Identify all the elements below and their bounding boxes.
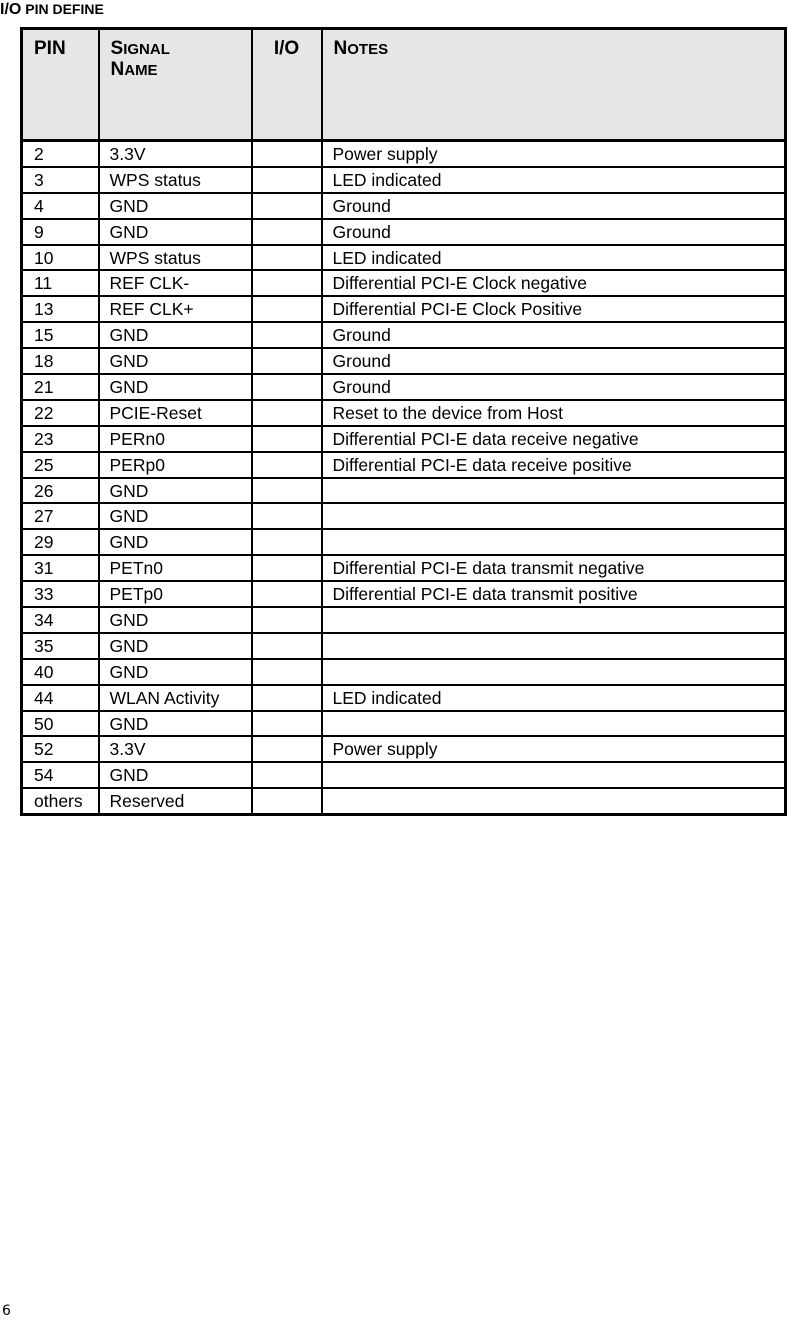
pin-cell: 35 — [22, 633, 99, 659]
section-heading — [0, 1, 104, 19]
io-cell — [252, 452, 322, 478]
pin-cell: 23 — [22, 426, 99, 452]
header-signal-rest: IGNAL — [123, 41, 170, 58]
table-row — [22, 555, 786, 581]
notes-cell: Power supply — [322, 141, 786, 167]
pin-cell: 52 — [22, 736, 99, 762]
table-row — [22, 711, 786, 737]
notes-cell — [322, 607, 786, 633]
table-row — [22, 685, 786, 711]
io-cell — [252, 762, 322, 788]
pin-cell: 3 — [22, 167, 99, 193]
table-body — [22, 141, 786, 815]
table-row — [22, 762, 786, 788]
signal-name-cell: GND — [99, 503, 252, 529]
notes-cell: Reset to the device from Host — [322, 400, 786, 426]
table-row — [22, 193, 786, 219]
signal-name-cell: GND — [99, 193, 252, 219]
notes-cell: Differential PCI-E data receive positive — [322, 452, 786, 478]
notes-cell — [322, 529, 786, 555]
pin-cell: 15 — [22, 322, 99, 348]
signal-name-cell: Reserved — [99, 788, 252, 814]
header-pin — [22, 29, 99, 141]
table-row — [22, 400, 786, 426]
signal-name-cell: GND — [99, 607, 252, 633]
table-row — [22, 296, 786, 322]
io-cell — [252, 788, 322, 814]
header-row — [22, 29, 786, 141]
signal-name-cell: 3.3V — [99, 141, 252, 167]
io-cell — [252, 503, 322, 529]
notes-cell — [322, 633, 786, 659]
pin-cell: 11 — [22, 270, 99, 296]
header-notes-cap: N — [333, 38, 348, 59]
pin-cell: 40 — [22, 659, 99, 685]
table-row — [22, 503, 786, 529]
table-row — [22, 426, 786, 452]
pin-cell: 27 — [22, 503, 99, 529]
table-row — [22, 452, 786, 478]
table-row — [22, 633, 786, 659]
notes-cell — [322, 788, 786, 814]
table-row — [22, 141, 786, 167]
io-cell — [252, 711, 322, 737]
header-pin-label: PIN — [34, 38, 66, 59]
io-cell — [252, 685, 322, 711]
signal-name-cell: GND — [99, 659, 252, 685]
table-row — [22, 607, 786, 633]
notes-cell: Ground — [322, 322, 786, 348]
io-cell — [252, 141, 322, 167]
table-row — [22, 788, 786, 814]
io-cell — [252, 529, 322, 555]
io-cell — [252, 581, 322, 607]
pin-cell: 25 — [22, 452, 99, 478]
table-row — [22, 581, 786, 607]
pin-cell: 26 — [22, 478, 99, 504]
notes-cell: Power supply — [322, 736, 786, 762]
notes-cell: Ground — [322, 193, 786, 219]
pin-cell: 4 — [22, 193, 99, 219]
table-row — [22, 529, 786, 555]
pin-cell: 31 — [22, 555, 99, 581]
notes-cell: Ground — [322, 348, 786, 374]
pin-cell: 34 — [22, 607, 99, 633]
pin-cell: 54 — [22, 762, 99, 788]
pin-define-table — [20, 27, 787, 816]
io-cell — [252, 348, 322, 374]
notes-cell — [322, 711, 786, 737]
notes-cell: LED indicated — [322, 167, 786, 193]
pin-cell: 33 — [22, 581, 99, 607]
heading-slash-o: /O — [4, 1, 22, 18]
io-cell — [252, 296, 322, 322]
signal-name-cell: GND — [99, 348, 252, 374]
table-header — [22, 29, 786, 141]
io-cell — [252, 555, 322, 581]
table-row — [22, 270, 786, 296]
io-cell — [252, 659, 322, 685]
table-row — [22, 219, 786, 245]
notes-cell: Differential PCI-E data transmit negative — [322, 555, 786, 581]
header-notes — [322, 29, 786, 141]
notes-cell — [322, 503, 786, 529]
notes-cell: LED indicated — [322, 245, 786, 271]
io-cell — [252, 426, 322, 452]
pin-cell: 9 — [22, 219, 99, 245]
io-cell — [252, 374, 322, 400]
signal-name-cell: REF CLK+ — [99, 296, 252, 322]
signal-name-cell: PERn0 — [99, 426, 252, 452]
io-cell — [252, 193, 322, 219]
header-signal-cap-s: S — [110, 38, 124, 59]
header-io — [252, 29, 322, 141]
notes-cell: Differential PCI-E data transmit positive — [322, 581, 786, 607]
table-row — [22, 736, 786, 762]
signal-name-cell: PERp0 — [99, 452, 252, 478]
notes-cell: Differential PCI-E Clock negative — [322, 270, 786, 296]
header-signal-name — [99, 29, 252, 141]
signal-name-cell: PETn0 — [99, 555, 252, 581]
page-number: 6 — [2, 1303, 11, 1319]
pin-cell: 18 — [22, 348, 99, 374]
signal-name-cell: GND — [99, 711, 252, 737]
signal-name-cell: GND — [99, 322, 252, 348]
table-row — [22, 659, 786, 685]
pin-cell: others — [22, 788, 99, 814]
pin-cell: 22 — [22, 400, 99, 426]
signal-name-cell: PCIE-Reset — [99, 400, 252, 426]
notes-cell — [322, 659, 786, 685]
io-cell — [252, 167, 322, 193]
notes-cell: Differential PCI-E data receive negative — [322, 426, 786, 452]
io-cell — [252, 270, 322, 296]
notes-cell: Differential PCI-E Clock Positive — [322, 296, 786, 322]
header-name-rest: AME — [124, 62, 158, 79]
notes-cell — [322, 478, 786, 504]
io-cell — [252, 607, 322, 633]
notes-cell — [322, 762, 786, 788]
table-row — [22, 245, 786, 271]
io-cell — [252, 219, 322, 245]
signal-name-cell: REF CLK- — [99, 270, 252, 296]
pin-cell: 50 — [22, 711, 99, 737]
signal-name-cell: GND — [99, 529, 252, 555]
notes-cell: Ground — [322, 219, 786, 245]
io-cell — [252, 245, 322, 271]
io-cell — [252, 478, 322, 504]
signal-name-cell: PETp0 — [99, 581, 252, 607]
signal-name-cell: WLAN Activity — [99, 685, 252, 711]
heading-rest: PIN DEFINE — [21, 1, 104, 17]
pin-cell: 21 — [22, 374, 99, 400]
header-io-label: I/O — [273, 38, 300, 59]
signal-name-cell: GND — [99, 374, 252, 400]
io-cell — [252, 736, 322, 762]
notes-cell: LED indicated — [322, 685, 786, 711]
table-row — [22, 374, 786, 400]
header-name-cap-n: N — [110, 59, 125, 80]
notes-cell: Ground — [322, 374, 786, 400]
pin-cell: 29 — [22, 529, 99, 555]
signal-name-cell: GND — [99, 478, 252, 504]
io-cell — [252, 322, 322, 348]
pin-cell: 13 — [22, 296, 99, 322]
table-row — [22, 478, 786, 504]
io-cell — [252, 400, 322, 426]
table-row — [22, 322, 786, 348]
signal-name-cell: 3.3V — [99, 736, 252, 762]
header-notes-rest: OTES — [347, 41, 389, 58]
pin-cell: 44 — [22, 685, 99, 711]
pin-cell: 2 — [22, 141, 99, 167]
signal-name-cell: GND — [99, 633, 252, 659]
heading-first-letter: I — [0, 1, 5, 18]
signal-name-cell: WPS status — [99, 245, 252, 271]
table-row — [22, 167, 786, 193]
signal-name-cell: WPS status — [99, 167, 252, 193]
pin-cell: 10 — [22, 245, 99, 271]
signal-name-cell: GND — [99, 762, 252, 788]
table-row — [22, 348, 786, 374]
io-cell — [252, 633, 322, 659]
signal-name-cell: GND — [99, 219, 252, 245]
